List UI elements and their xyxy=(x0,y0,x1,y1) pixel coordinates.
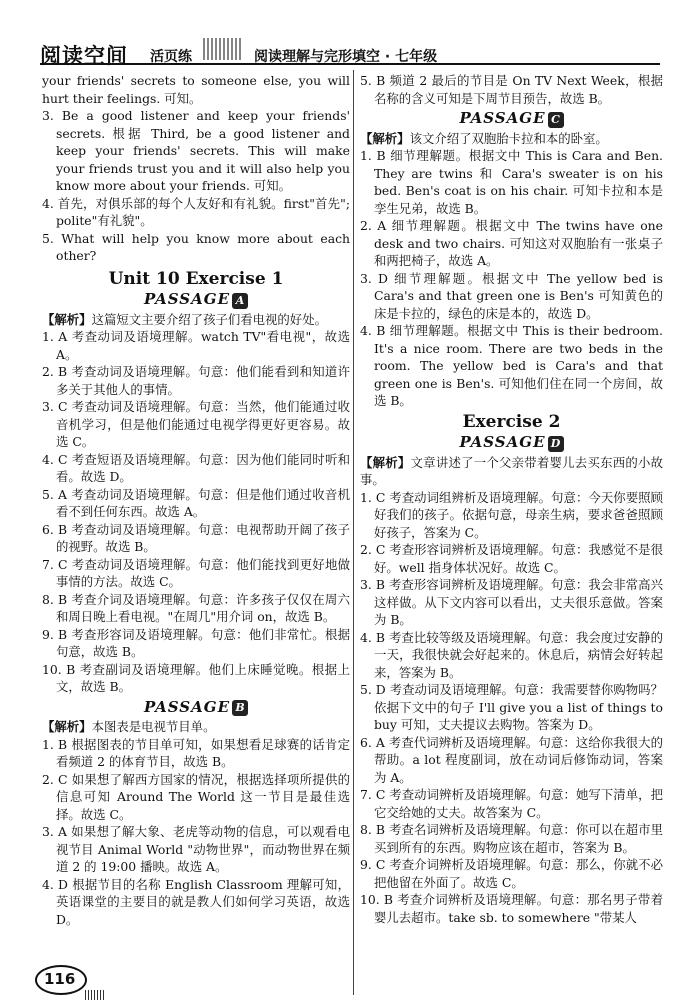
answer-item: 5. A 考查动词及语境理解。句意：但是他们通过收音机看不到任何东西。故选 A。 xyxy=(42,486,350,519)
header-title: 阅读理解与完形填空 · 七年级 xyxy=(254,49,438,65)
column-divider xyxy=(353,70,354,995)
analysis-b xyxy=(42,718,350,736)
answer-item: 2. C 考查形容词辨析及语境理解。句意：我感觉不是很好。well 指身体状况好。故选 C。 xyxy=(360,542,663,575)
answer-item: 2. A 细节理解题。根据文中 The twins have one desk and two chairs. 可知这对双胞胎有一张桌子和两把椅子，故选 A。 xyxy=(360,218,663,268)
answer-item: 3. B 考查形容词辨析及语境理解。句意：我会非常高兴这样做。从下文内容可以看出，丈夫很乐意做。答案为 B。 xyxy=(360,577,663,627)
answer-item: 2. C 如果想了解西方国家的情况，根据选择项所提供的信息可知 Around The World 这一节目是最佳选择。故选 C。 xyxy=(42,771,350,822)
answer-item: 6. A 考查代词辨析及语境理解。句意：这给你我很大的帮助。a lot 程度副词，放在动词后修饰动词，答案为 A。 xyxy=(360,734,663,785)
passage-letter-icon: A xyxy=(232,293,248,309)
answer-item: 9. C 考查介词辨析及语境理解。句意：那么，你就不必把他留在外面了。故选 C。 xyxy=(360,857,663,890)
passage-word: PASSAGE xyxy=(459,109,546,127)
decorative-bars xyxy=(85,990,105,1000)
answer-item: 1. A 考查动词及语境理解。watch TV"看电视"，故选 A。 xyxy=(42,329,350,362)
right-column xyxy=(360,72,663,926)
page-header xyxy=(0,0,675,68)
passage-heading-a xyxy=(42,291,350,309)
analysis-text: 该文介绍了双胞胎卡拉和本的卧室。 xyxy=(409,130,608,146)
answer-item: 10. B 考查副词及语境理解。他们上床睡觉晚。根据上文，故选 B。 xyxy=(42,661,350,694)
passage-heading-d xyxy=(360,434,663,452)
passage-heading-b xyxy=(42,699,350,717)
passage-word: PASSAGE xyxy=(459,433,546,451)
left-column xyxy=(42,72,350,928)
analysis-text: 这篇短文主要介绍了孩子们看电视的好处。 xyxy=(91,311,327,327)
answer-item: 3. C 考查动词及语境理解。句意：当然，他们能通过收音机学习，但是他们能通过电视学得更好更容易。故选 C。 xyxy=(42,399,350,449)
analysis-tag: 【解析】 xyxy=(42,719,92,734)
analysis-tag: 【解析】 xyxy=(360,130,410,146)
passage-letter-icon: B xyxy=(232,700,248,716)
answer-item: 4. 首先，对俱乐部的每个人友好和有礼貌。first"首先"; polite"有礼貌"。 xyxy=(42,195,350,228)
analysis-c xyxy=(360,130,663,148)
analysis-text: 文章讲述了一个父亲带着婴儿去买东西的小故事。 xyxy=(360,454,664,487)
brand-logo: 阅读空间 xyxy=(40,44,128,68)
answer-item: 1. C 考查动词组辨析及语境理解。句意：今天你要照顾好我们的孩子。依据句意，母亲生病，要求爸爸照顾好孩子，答案为 C。 xyxy=(360,489,663,540)
analysis-tag: 【解析】 xyxy=(360,454,411,470)
answer-item: 2. B 考查动词及语境理解。句意：他们能看到和知道许多关于其他人的事情。 xyxy=(42,364,350,397)
answer-item: 5. B 频道 2 最后的节目是 On TV Next Week，根据名称的含义可知是下周节目预告，故选 B。 xyxy=(360,73,663,106)
passage-word: PASSAGE xyxy=(143,697,231,716)
answer-item: 1. B 细节理解题。根据文中 This is Cara and Ben. They are twins 和 Cara's sweater is on his bed. Ben's coat is on his chair. 可知卡拉和本是孪生兄弟，故选 B。 xyxy=(360,148,663,216)
analysis-tag: 【解析】 xyxy=(42,311,92,327)
text-line: your friends' secrets to someone else, you will hurt their feelings. 可知。 xyxy=(42,73,350,106)
answer-item: 6. B 考查动词及语境理解。句意：电视帮助开阔了孩子的视野。故选 B。 xyxy=(42,521,350,554)
passage-word: PASSAGE xyxy=(143,290,231,308)
passage-heading-c xyxy=(360,110,663,128)
answer-item: 4. C 考查短语及语境理解。句意：因为他们能同时听和看。故选 D。 xyxy=(42,451,350,484)
answer-item: 5. What will help you know more about each other? xyxy=(42,230,350,263)
answer-item: 7. C 考查动词及语境理解。句意：他们能找到更好地做事情的方法。故选 C。 xyxy=(42,556,350,589)
answer-item: 3. D 细节理解题。根据文中 The yellow bed is Cara's and that green one is Ben's 可知黄色的床是卡拉的，绿色的床是本的，故选 D。 xyxy=(360,270,663,321)
answer-item: 1. B 根据图表的节目单可知，如果想看足球赛的话肯定看频道 2 的体育节目，故选 B。 xyxy=(42,736,350,769)
answer-item: 7. C 考查动词辨析及语境理解。句意：她写下清单，把它交给她的丈夫。故答案为 C。 xyxy=(360,787,663,820)
answer-item: 5. D 考查动词及语境理解。句意：我需要替你购物吗？依据下文中的句子 I'll give you a list of things to buy 可知，丈夫提议去购物。答案为 D。 xyxy=(360,682,663,732)
brand-subtitle: 活页练 xyxy=(150,49,192,65)
answer-item: 4. B 细节理解题。根据文中 This is their bedroom. It's a nice room. There are two beds in the room. The yellow bed is Cara's and that green one is Ben's. 可知他们住在同一个房间，故选 B。 xyxy=(360,323,663,408)
analysis-d xyxy=(360,454,663,489)
answer-item: 4. B 考查比较等级及语境理解。句意：我会度过安静的一天，我很快就会好起来的。休息后，病情会好转起来，答案为 B。 xyxy=(360,629,663,680)
answer-item: 10. B 考查介词辨析及语境理解。句意：那名男子带着婴儿去超市。take sb. to somewhere "带某人 xyxy=(360,892,663,925)
analysis-a xyxy=(42,311,350,329)
answer-item: 3. Be a good listener and keep your friends' secrets. 根据 Third, be a good listener and keep your friends' secrets. This will make your friends trust you and it will also help you know more about your friends. 可知。 xyxy=(42,108,350,193)
unit-title: Unit 10 Exercise 1 xyxy=(108,268,284,289)
answer-item: 8. B 考查名词辨析及语境理解。句意：你可以在超市里买到所有的东西。购物应该在超市，答案为 B。 xyxy=(360,822,663,855)
page-number: 116 xyxy=(44,970,76,988)
passage-letter-icon: C xyxy=(548,112,564,128)
header-rule xyxy=(40,63,660,65)
answer-item: 4. D 根据节目的名称 English Classroom 理解可知，英语课堂的主要目的就是教人们如何学习英语，故选 D。 xyxy=(42,876,350,927)
passage-letter-icon: D xyxy=(548,436,564,452)
decorative-stripes xyxy=(203,38,243,60)
exercise-title: Exercise 2 xyxy=(462,411,561,432)
analysis-text: 本图表是电视节目单。 xyxy=(91,719,216,734)
answer-item: 3. A 如果想了解大象、老虎等动物的信息，可以观看电视节目 Animal World "动物世界"，而动物世界在频道 2 的 19:00 播映。故选 A。 xyxy=(42,824,350,874)
answer-item: 8. B 考查介词及语境理解。句意：许多孩子仅仅在周六和周日晚上看电视。"在周几"用介词 on，故选 B。 xyxy=(42,591,350,624)
answer-item: 9. B 考查形容词及语境理解。句意：他们非常忙。根据句意，故选 B。 xyxy=(42,626,350,659)
